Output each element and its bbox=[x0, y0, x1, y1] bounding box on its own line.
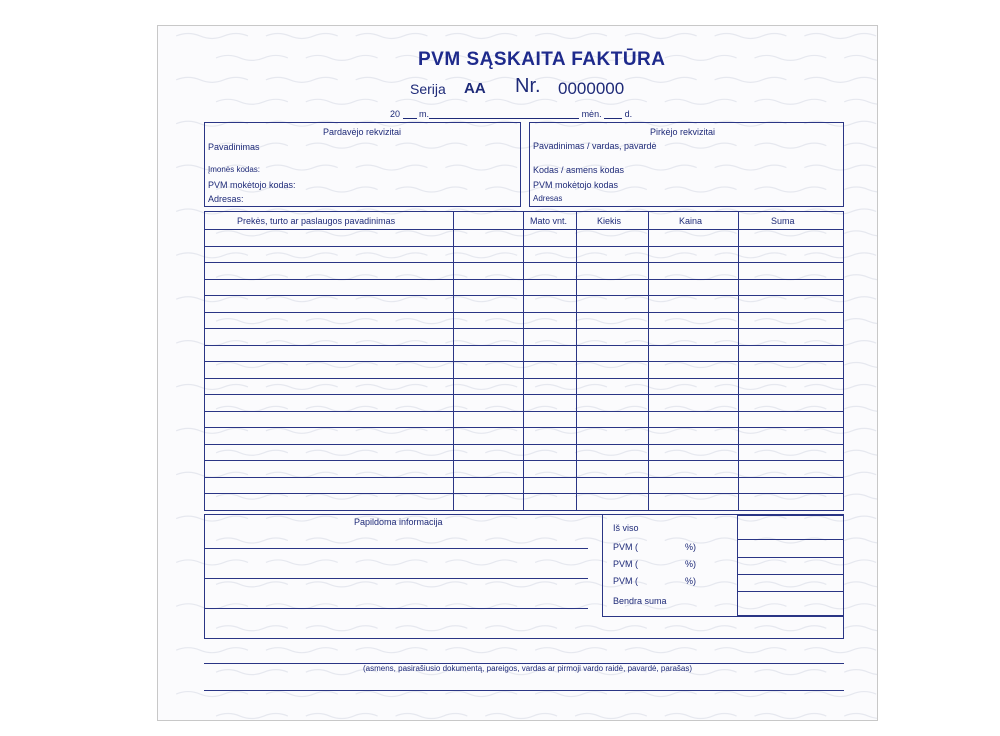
table-row[interactable] bbox=[205, 493, 843, 494]
buyer-name-label: Pavadinimas / vardas, pavardė bbox=[533, 141, 657, 151]
total-label: Iš viso bbox=[613, 523, 639, 533]
date-men-label: mėn. bbox=[581, 109, 602, 119]
vat-label-3: PVM ( bbox=[613, 576, 639, 586]
invoice-form bbox=[157, 25, 878, 721]
seller-heading: Pardavėjo rekvizitai bbox=[323, 127, 402, 137]
grand-total-label: Bendra suma bbox=[613, 596, 667, 606]
table-row[interactable] bbox=[205, 477, 843, 478]
table-row[interactable] bbox=[205, 229, 843, 230]
seller-name-label: Pavadinimas bbox=[208, 142, 260, 152]
col-header-sum: Suma bbox=[771, 216, 795, 226]
table-row[interactable] bbox=[205, 262, 843, 263]
seller-box bbox=[204, 122, 521, 207]
table-row[interactable] bbox=[205, 427, 843, 428]
date-year-prefix: 20 bbox=[390, 109, 401, 119]
number-label: Nr. bbox=[515, 75, 541, 97]
number-value: 0000000 bbox=[558, 79, 625, 98]
table-row[interactable] bbox=[205, 279, 843, 280]
vat-percent-1: %) bbox=[685, 542, 696, 552]
vat-label-2: PVM ( bbox=[613, 559, 639, 569]
additional-info-box bbox=[204, 514, 844, 639]
table-row[interactable] bbox=[205, 295, 843, 296]
totals-box bbox=[602, 514, 844, 617]
document-title: PVM SĄSKAITA FAKTŪRA bbox=[418, 49, 666, 70]
col-header-item-name: Prekės, turto ar paslaugos pavadinimas bbox=[237, 216, 396, 226]
seller-vat-code-label: PVM mokėtojo kodas: bbox=[208, 180, 296, 190]
additional-info-heading: Papildoma informacija bbox=[354, 517, 443, 527]
items-table bbox=[204, 211, 844, 511]
table-row[interactable] bbox=[205, 246, 843, 247]
date-year-field[interactable] bbox=[403, 110, 417, 119]
table-row[interactable] bbox=[205, 378, 843, 379]
additional-info-line[interactable] bbox=[205, 608, 588, 609]
col-header-unit: Mato vnt. bbox=[530, 216, 568, 226]
seller-address-label: Adresas: bbox=[208, 194, 244, 204]
table-row[interactable] bbox=[205, 312, 843, 313]
date-day-field[interactable] bbox=[604, 110, 622, 119]
seller-company-code-label: Įmonės kodas: bbox=[208, 165, 261, 174]
buyer-address-label: Adresas bbox=[533, 194, 563, 203]
buyer-box bbox=[529, 122, 844, 207]
vat-value-cell-line[interactable] bbox=[737, 557, 844, 558]
vat-percent-2: %) bbox=[685, 559, 696, 569]
additional-info-line[interactable] bbox=[205, 548, 588, 549]
col-header-price: Kaina bbox=[679, 216, 703, 226]
date-d-label: d. bbox=[624, 109, 633, 119]
table-row[interactable] bbox=[205, 460, 843, 461]
table-row[interactable] bbox=[205, 345, 843, 346]
date-line bbox=[390, 109, 632, 119]
signature-caption: (asmens, pasirašiusio dokumentą, pareigos, vardas ar pirmoji vardo raidė, pavardė, parašas) bbox=[363, 664, 693, 673]
vat-label-1: PVM ( bbox=[613, 542, 639, 552]
table-row[interactable] bbox=[205, 328, 843, 329]
additional-info-line[interactable] bbox=[205, 578, 588, 579]
table-row[interactable] bbox=[205, 394, 843, 395]
table-row[interactable] bbox=[205, 444, 843, 445]
date-m-label: m. bbox=[419, 109, 430, 119]
signature-line-2[interactable] bbox=[204, 690, 844, 691]
table-row[interactable] bbox=[205, 361, 843, 362]
date-month-field[interactable] bbox=[429, 110, 579, 119]
buyer-heading: Pirkėjo rekvizitai bbox=[650, 127, 716, 137]
serija-label: Serija bbox=[410, 81, 446, 97]
vat-percent-3: %) bbox=[685, 576, 696, 586]
total-value-cell[interactable] bbox=[737, 515, 844, 540]
grand-total-value-cell[interactable] bbox=[737, 591, 844, 616]
table-row[interactable] bbox=[205, 411, 843, 412]
serija-value: AA bbox=[464, 80, 486, 97]
col-header-quantity: Kiekis bbox=[597, 216, 622, 226]
vat-value-cell-line[interactable] bbox=[737, 574, 844, 575]
buyer-vat-code-label: PVM mokėtojo kodas bbox=[533, 180, 619, 190]
buyer-code-label: Kodas / asmens kodas bbox=[533, 165, 625, 175]
